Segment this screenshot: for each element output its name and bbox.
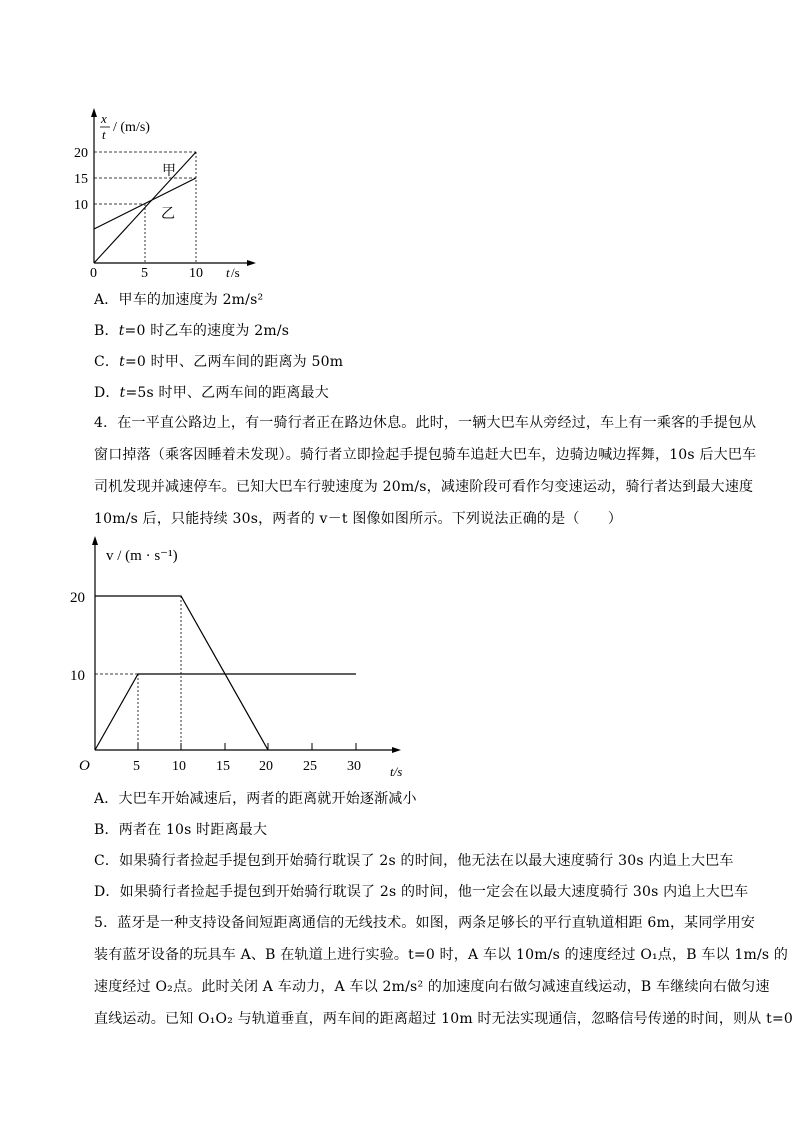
y-axis-arrow-icon	[92, 536, 98, 545]
q5-stem-line-3: 速度经过 O₂点。此时关闭 A 车动力，A 车以 2m/s² 的加速度向右做匀减速直线运动，B 车继续向右做匀速	[94, 979, 770, 995]
chart-vt-svg	[70, 530, 410, 780]
x-tick-0: 0	[90, 266, 97, 280]
x-axis-arrow-icon	[247, 260, 256, 266]
x-tick-20: 20	[259, 759, 273, 774]
xlabel-t: t	[226, 265, 230, 280]
y-tick-20: 20	[74, 146, 88, 161]
origin-label: O	[79, 758, 90, 774]
q4-stem-line-1: 4．在一平直公路边上，有一骑行者正在路边休息。此时，一辆大巴车从旁经过，车上有一乘客的手提包从	[94, 415, 757, 431]
x-tick-15: 15	[216, 759, 230, 774]
q4-option-c: C．如果骑行者捡起手提包到开始骑行耽误了 2s 的时间，他无法在以最大速度骑行 30s 内追上大巴车	[94, 853, 734, 869]
x-tick-10: 10	[189, 266, 203, 280]
xlabel-unit: /s	[231, 265, 240, 280]
chart-xt-vs-t	[60, 105, 260, 280]
q3-option-d: D．t=5s 时甲、乙两车间的距离最大	[94, 385, 329, 401]
y-tick-20: 20	[70, 590, 85, 606]
series-bus	[95, 596, 268, 750]
q4-option-a: A．大巴车开始减速后，两者的距离就开始逐渐减小	[94, 791, 417, 807]
q3-option-c: C．t=0 时甲、乙两车间的距离为 50m	[94, 354, 344, 370]
chart-xt-svg	[60, 105, 260, 280]
y-tick-10: 10	[74, 198, 88, 213]
label-yi: 乙	[161, 207, 175, 222]
series-cyclist	[95, 674, 356, 750]
q4-stem-line-2: 窗口掉落（乘客因睡着未发现）。骑行者立即捡起手提包骑车追赶大巴车，边骑边喊边挥舞，10s 后大巴车	[94, 447, 757, 463]
ylabel: v / (m · s⁻¹)	[106, 548, 178, 564]
x-tick-5: 5	[141, 266, 148, 280]
ylabel-numerator: x	[101, 111, 107, 126]
ylabel-unit: / (m/s)	[113, 120, 150, 135]
series-jia	[94, 152, 196, 263]
y-tick-15: 15	[74, 172, 88, 187]
q5-stem-line-1: 5．蓝牙是一种支持设备间短距离通信的无线技术。如图，两条足够长的平行直轨道相距 6m，某同学用安	[94, 915, 756, 931]
q3-option-a: A．甲车的加速度为 2m/s²	[94, 292, 264, 308]
q4-option-b: B．两者在 10s 时距离最大	[94, 822, 268, 838]
q4-option-d: D．如果骑行者捡起手提包到开始骑行耽误了 2s 的时间，他一定会在以最大速度骑行 30s 内追上大巴车	[94, 884, 749, 900]
q3-option-b: B．t=0 时乙车的速度为 2m/s	[94, 323, 290, 339]
x-tick-10: 10	[172, 759, 186, 774]
q4-stem-line-4: 10m/s 后，只能持续 30s，两者的 v－t 图像如图所示。下列说法正确的是（ ）	[94, 511, 623, 527]
ylabel-denominator: t	[102, 127, 106, 142]
q5-stem-line-4: 直线运动。已知 O₁O₂ 与轨道垂直，两车间的距离超过 10m 时无法实现通信，忽略信号传递的时间，则从 t=0	[94, 1011, 793, 1027]
chart-v-t	[70, 530, 410, 780]
label-jia: 甲	[162, 164, 176, 179]
y-axis-arrow-icon	[91, 108, 97, 117]
x-axis-arrow-icon	[392, 747, 401, 753]
y-tick-10: 10	[70, 668, 85, 684]
q4-stem-line-3: 司机发现并减速停车。已知大巴车行驶速度为 20m/s，减速阶段可看作匀变速运动，骑行者达到最大速度	[94, 479, 754, 495]
xlabel: t/s	[390, 764, 403, 779]
q5-stem-line-2: 装有蓝牙设备的玩具车 A、B 在轨道上进行实验。t=0 时，A 车以 10m/s 的速度经过 O₁点，B 车以 1m/s 的	[94, 947, 789, 963]
x-tick-25: 25	[303, 759, 317, 774]
x-tick-5: 5	[133, 759, 140, 774]
x-tick-30: 30	[347, 759, 361, 774]
